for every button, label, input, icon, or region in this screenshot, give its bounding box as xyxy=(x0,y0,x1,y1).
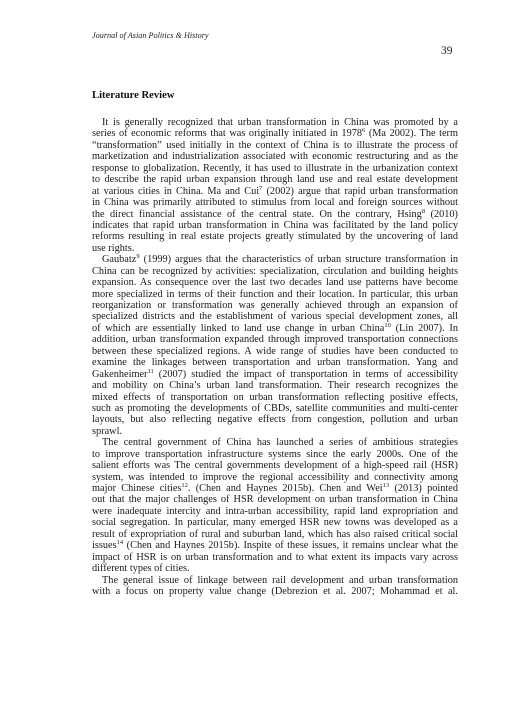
paragraph xyxy=(92,437,458,574)
text-run: mixed effects of transportation on urban transformation reflecting positive effects, xyxy=(92,391,458,403)
text-line xyxy=(92,426,458,437)
text-line xyxy=(92,311,458,322)
text-line xyxy=(92,472,458,483)
footnote-ref: 9 xyxy=(136,254,140,261)
text-line xyxy=(92,517,458,528)
text-line xyxy=(92,380,458,391)
text-run: such as promoting the developments of CBDs, satellite communities and multi-center xyxy=(92,402,458,414)
text-run: impact of HSR is on urban transformation and to what extent its impacts vary across xyxy=(92,551,458,563)
footnote-ref: 13 xyxy=(382,483,390,489)
text-run: The central government of China has launched a series of ambitious strategies xyxy=(102,437,458,449)
text-run: salient efforts was The central governments development of a high-speed rail (HSR) xyxy=(92,460,458,472)
text-run: (Ma 2002). The term xyxy=(365,128,458,140)
text-run: examine the linkages between transportation and urban transformation. Yang and xyxy=(92,357,458,369)
text-line xyxy=(92,552,458,563)
text-line xyxy=(92,506,458,517)
text-run: and mobility on China’s urban land transformation. Their research recognizes the xyxy=(92,380,458,392)
text-run: The general issue of linkage between rail development and urban transformation xyxy=(102,574,458,586)
text-run: system, was intended to improve the regional accessibility and connectivity among xyxy=(92,471,458,483)
text-line xyxy=(92,243,458,254)
journal-title: Journal of Asian Politics & History xyxy=(92,31,209,40)
text-line xyxy=(92,449,458,460)
text-run: sprawl. xyxy=(92,425,123,437)
text-line xyxy=(92,151,458,162)
text-line xyxy=(92,369,458,380)
text-run: to describe the rapid urban expansion through land use and real estate development xyxy=(92,174,458,186)
paragraph xyxy=(92,575,458,598)
footnote-ref: 6 xyxy=(362,128,366,135)
text-line xyxy=(92,392,458,403)
text-run: addition, urban transformation expanded through improved transportation connections xyxy=(92,334,458,346)
text-run: were inadequate intercity and intra-urban accessibility, rapid land expropriation and xyxy=(92,505,458,517)
text-run: Gakenheimer xyxy=(92,368,148,380)
text-run: China can be recognized by activities: specialization, circulation and building heights xyxy=(92,265,458,277)
text-run: major Chinese cities xyxy=(92,483,182,494)
text-run: (1999) argues that the characteristics of urban structure transformation in xyxy=(139,254,458,266)
text-line xyxy=(92,174,458,185)
text-run: . (Chen and Haynes 2015b). Chen and Wei xyxy=(187,483,383,494)
text-line xyxy=(92,323,458,334)
text-line xyxy=(92,186,458,197)
text-line xyxy=(92,231,458,242)
text-line xyxy=(92,334,458,345)
text-run: the direct financial assistance of the central state. On the contrary, Hsing xyxy=(92,208,422,220)
text-line xyxy=(92,403,458,414)
text-run: (2007) studied the impact of transportation in terms of accessibility xyxy=(153,368,458,380)
text-run: (Lin 2007). In xyxy=(390,322,458,334)
text-line xyxy=(92,254,458,265)
footnote-ref: 7 xyxy=(259,185,263,192)
text-run: at various cities in China. Ma and Cui xyxy=(92,185,260,197)
footnote-ref: 8 xyxy=(421,208,426,215)
text-run: of which are essentially linked to land use change in urban China xyxy=(92,322,385,334)
text-run: issues xyxy=(92,540,117,552)
text-line xyxy=(92,140,458,151)
text-line xyxy=(92,128,458,139)
text-run: series of economic reforms that was originally initiated in 1978 xyxy=(92,128,363,140)
text-line xyxy=(92,346,458,357)
page-number: 39 xyxy=(441,45,453,57)
text-run: with a focus on property value change (Debrezion et al. 2007; Mohammad et al. xyxy=(92,585,458,597)
text-run: indicates that rapid urban transformation in China was facilitated by the land policy xyxy=(92,219,458,231)
paragraph xyxy=(92,254,458,437)
text-line xyxy=(92,563,458,574)
text-run: social segregation. In particular, many emerged HSR new towns was developed as a xyxy=(92,517,458,529)
text-run: different types of cities. xyxy=(92,563,190,575)
text-line xyxy=(92,540,458,551)
body-text xyxy=(92,117,458,597)
footnote-ref: 10 xyxy=(384,322,391,329)
text-run: It is generally recognized that urban transformation in China was promoted by a xyxy=(102,117,458,128)
text-line xyxy=(92,529,458,540)
footnote-ref: 11 xyxy=(147,368,154,375)
text-run: (2013) pointed xyxy=(389,483,458,494)
text-run: expansion. As consequence over the last two decades land use patterns have become xyxy=(92,277,458,289)
text-line xyxy=(92,300,458,311)
text-line xyxy=(92,460,458,471)
text-line xyxy=(92,289,458,300)
text-run: reorganization or transformation was generally achieved through an expansion of xyxy=(92,300,458,311)
text-line xyxy=(92,209,458,220)
section-heading: Literature Review xyxy=(92,90,175,101)
text-run: layouts, but also reflecting negative effects from congestion, pollution and urban xyxy=(92,414,458,426)
text-run: in China was primarily attributed to stimulus from local and foreign sources without xyxy=(92,197,458,209)
text-run: (2010) xyxy=(425,208,458,220)
paragraph xyxy=(92,117,458,254)
text-line xyxy=(92,437,458,448)
text-run: result of expropriation of rural and suburban land, which has also raised critical social xyxy=(92,528,458,540)
text-line xyxy=(92,483,458,494)
text-line xyxy=(92,220,458,231)
footnote-ref: 12 xyxy=(181,483,188,489)
text-line xyxy=(92,197,458,208)
text-run: response to globalization. Recently, it has used to illustrate in the urbanization context xyxy=(92,162,458,174)
text-run: out that the major challenges of HSR development on urban transformation in China xyxy=(92,494,458,506)
text-line xyxy=(92,575,458,586)
text-line xyxy=(92,117,458,128)
text-run: use rights. xyxy=(92,242,135,254)
text-line xyxy=(92,277,458,288)
text-line xyxy=(92,414,458,425)
text-run: between these specialized regions. A wide range of studies have been conducted to xyxy=(92,345,458,357)
text-run: to improve transportation infrastructure systems since the early 2000s. One of the xyxy=(92,448,458,460)
text-run: “transformation” used initially in the context of China is to illustrate the process of xyxy=(92,139,458,151)
footnote-ref: 14 xyxy=(116,540,124,547)
text-run: reforms resulting in real estate projects greatly stimulated by the uncovering of land xyxy=(92,231,458,243)
text-line xyxy=(92,494,458,505)
text-line xyxy=(92,266,458,277)
text-line xyxy=(92,586,458,597)
text-line xyxy=(92,163,458,174)
text-run: (2002) argue that rapid urban transformation xyxy=(262,185,458,197)
text-run: marketization and industrialization associated with economic restructuring and as the xyxy=(92,151,458,163)
text-run: specialized districts and the establishment of various special development zones, all xyxy=(92,311,458,323)
text-run: (Chen and Haynes 2015b). Inspite of these issues, it remains unclear what the xyxy=(123,540,458,552)
text-run: more specialized in terms of their function and their location. In particular, this urban xyxy=(92,288,458,300)
text-run: Gaubatz xyxy=(102,254,137,266)
text-line xyxy=(92,357,458,368)
